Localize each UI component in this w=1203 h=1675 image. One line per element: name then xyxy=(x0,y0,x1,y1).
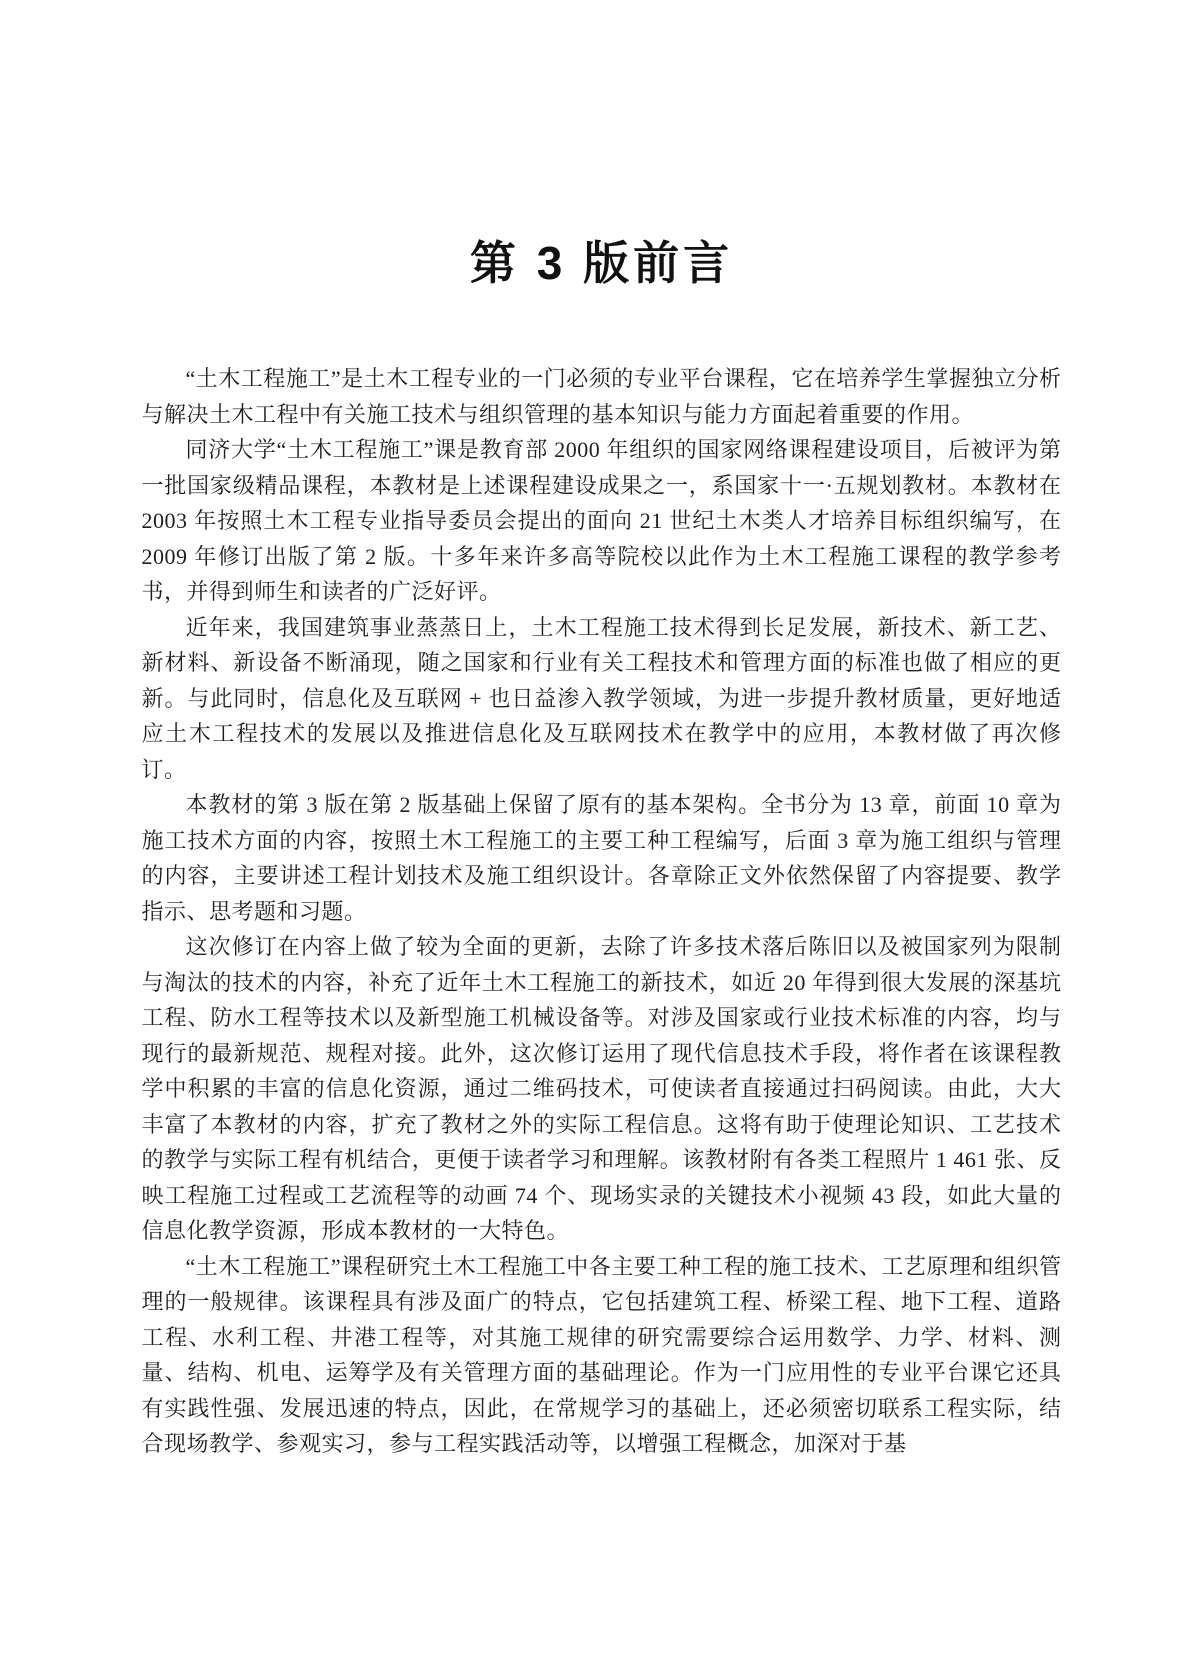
paragraph: 本教材的第 3 版在第 2 版基础上保留了原有的基本架构。全书分为 13 章，前面 10 章为施工技术方面的内容，按照土木工程施工的主要工种工程编写，后面 3 章为施工组织与管理的内容，主要讲述工程计划技术及施工组织设计。各章除正文外依然保留了内容提要、教学指示、思考题和习题。 xyxy=(141,792,1062,924)
paragraph: “土木工程施工”是土木工程专业的一门必须的专业平台课程，它在培养学生掌握独立分析与解决土木工程中有关施工技术与组织管理的基本知识与能力方面起着重要的作用。 xyxy=(141,366,1062,427)
page-title: 第 3 版前言 xyxy=(469,237,734,289)
preface-body xyxy=(142,361,1062,1462)
paragraph: 近年来，我国建筑事业蒸蒸日上，土木工程施工技术得到长足发展，新技术、新工艺、新材料、新设备不断涌现，随之国家和行业有关工程技术和管理方面的标准也做了相应的更新。与此同时，信息化及互联网 + 也日益渗入教学领域，为进一步提升教材质量，更好地适应土木工程技术的发展以及推进信息化及互联网技术在教学中的应用，本教材做了再次修订。 xyxy=(141,614,1062,782)
paragraph: 这次修订在内容上做了较为全面的更新，去除了许多技术落后陈旧以及被国家列为限制与淘汰的技术的内容，补充了近年土木工程施工的新技术，如近 20 年得到很大发展的深基坑工程、防水工程等技术以及新型施工机械设备等。对涉及国家或行业技术标准的内容，均与现行的最新规范、规程对接。此外，这次修订运用了现代信息技术手段，将作者在该课程教学中积累的丰富的信息化资源，通过二维码技术，可使读者直接通过扫码阅读。由此，大大丰富了本教材的内容，扩充了教材之外的实际工程信息。这将有助于使理论知识、工艺技术的教学与实际工程有机结合，更便于读者学习和理解。该教材附有各类工程照片 1 461 张、反映工程施工过程或工艺流程等的动画 74 个、现场实录的关键技术小视频 43 段，如此大量的信息化教学资源，形成本教材的一大特色。 xyxy=(141,934,1062,1244)
paragraph: 同济大学“土木工程施工”课是教育部 2000 年组织的国家网络课程建设项目，后被评为第一批国家级精品课程，本教材是上述课程建设成果之一，系国家十一·五规划教材。本教材在 2003 年按照土木工程专业指导委员会提出的面向 21 世纪土木类人才培养目标组织编写，在 2009 年修订出版了第 2 版。十多年来许多高等院校以此作为土木工程施工课程的教学参考书，并得到师生和读者的广泛好评。 xyxy=(141,437,1062,605)
paragraph: “土木工程施工”课程研究土木工程施工中各主要工种工程的施工技术、工艺原理和组织管理的一般规律。该课程具有涉及面广的特点，它包括建筑工程、桥梁工程、地下工程、道路工程、水利工程、井港工程等，对其施工规律的研究需要综合运用数学、力学、材料、测量、结构、机电、运筹学及有关管理方面的基础理论。作为一门应用性的专业平台课它还具有实践性强、发展迅速的特点，因此，在常规学习的基础上，还必须密切联系工程实际，结合现场教学、参观实习，参与工程实践活动等，以增强工程概念，加深对于基 xyxy=(141,1253,1062,1457)
